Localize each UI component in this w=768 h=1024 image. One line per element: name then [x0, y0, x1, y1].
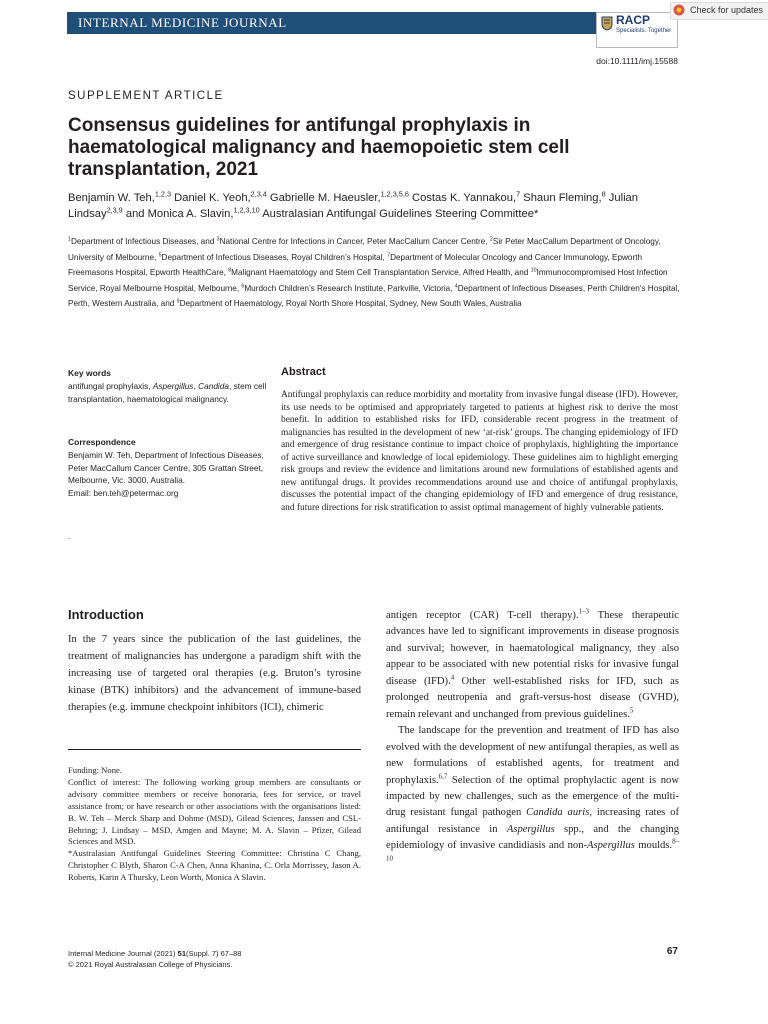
doi[interactable]: doi:10.1111/imj.15588	[596, 56, 678, 66]
abstract-heading: Abstract	[281, 366, 326, 378]
footer-citation	[68, 948, 241, 970]
affiliations: $^1$Department of Infectious Diseases, and $^3$National Centre for Infections in Cancer, Peter MacCallum Cancer Centre, $^2$Sir Peter MacCallum Department of Oncology, University of Melbourne, $^5$Department of Infectious Diseases, Royal Children’s Hospital, $^7$Department of Molecular Oncology and Cancer Immunology, Epworth Freemasons Hospital, Epworth HealthCare, $^8$Malignant Haematology and Stem Cell Transplantation Service, Alfred Health, and $^{10}$Immunocompromised Host Infection Service, Royal Melbourne Hospital, Melbourne, $^6$Murdoch Children’s Research Institute, Parkville, Victoria, $^4$Department of Infectious Diseases, Perth Children’s Hospital, Perth, Western Australia, and $^9$Department of Haematology, Royal North Shore Hospital, Sydney, New South Wales, Australia	[68, 236, 680, 309]
footer-volume: 51	[177, 949, 186, 958]
racp-seal-icon	[600, 15, 614, 31]
page-number: 67	[666, 946, 678, 957]
publisher-logo-subtext: Specialists. Together	[616, 28, 672, 34]
publisher-logo-text: RACP	[616, 13, 651, 27]
abstract-text: Antifungal prophylaxis can reduce morbidity and mortality from invasive fungal disease (IFD). However, its use needs to be optimised and appropriately targeted to patients at highest risk to derive the most benefit. In addition to established risks for IFD, considerable recent progress in the treatment of malignancies has resulted in the development of new ‘at-risk’ groups. The changing epidemiology of IFD and emergence of drug resistance continue to impact choice of prophylaxis, highlighting the importance of active surveillance and knowledge of local epidemiology. These guidelines aim to highlight emerging risk groups and review the evidence and limitations around new formulations of established agents and new antifungal drugs. It provides recommendations around use and choice of antifungal prophylaxis, discusses the potential impact of the changing epidemiology of IFD and emergence of drug resistance, and future directions for risk stratification to assist optimal management of highly vulnerable patients.	[281, 390, 678, 513]
keywords-heading: Key words	[68, 368, 111, 378]
footer-copyright: © 2021 Royal Australasian College of Physicians.	[68, 960, 233, 969]
footer-pages: (Suppl. 7) 67–88	[186, 949, 242, 958]
article-title: Consensus guidelines for antifungal prophylaxis in haematological malignancy and haemopoietic stem cell transplantation, 2021	[68, 115, 570, 180]
stray-mark: .	[68, 532, 71, 541]
footnotes	[68, 765, 361, 884]
intro-paragraph-2: The landscape for the prevention and treatment of IFD has also evolved with the development of new antifungal therapies, as well as new formulations of established agents, for treatment and prophylaxis.$^{6,7}$ Selection of the optimal prophylactic agent is now impacted by new challenges, such as the emergence of the multi-drug resistant fungal pathogen Candida auris, increasing rates of antifungal resistance in Aspergillus spp., and the changing epidemiology of invasive candidiasis and non-Aspergillus moulds.$^{8-10}$	[386, 725, 680, 863]
journal-name: INTERNAL MEDICINE JOURNAL	[78, 15, 287, 30]
author-list: Benjamin W. Teh,$^{1,2,3}$ Daniel K. Yeoh,$^{2,3,4}$ Gabrielle M. Haeusler,$^{1,2,3,5,6}$ Costas K. Yannakou,$^7$ Shaun Fleming,$^8$ Julian Lindsay$^{2,3,9}$ and Monica A. Slavin,$^{1,2,3,10}$ Australasian Antifungal Guidelines Steering Committee*	[68, 189, 638, 220]
introduction-continued	[386, 608, 679, 871]
article-type: SUPPLEMENT ARTICLE	[68, 90, 224, 102]
correspondence-email[interactable]: Email: ben.teh@petermac.org	[68, 487, 179, 498]
footnote-divider	[68, 749, 361, 750]
intro-paragraph-continued: antigen receptor (CAR) T-cell therapy).$^{1-3}$ These therapeutic advances have led to significant improvements in disease prognosis and survival; however, in haematological malignancy, they also appear to be associated with new potential risks for invasive fungal disease (IFD).$^4$ Other well-established risks for IFD, such as prolonged neutropenia and graft-versus-host disease (GVHD), remain relevant and unchanged from previous guidelines.$^5$	[386, 608, 680, 720]
introduction-heading: Introduction	[68, 607, 144, 622]
conflict-note: Conflict of interest: The following working group members are consultants or advisory committee members or receive honoraria, fees for service, or travel assistance from; or have research or other associations with the organisations listed: B. W. Teh – Merck Sharp and Dohme (MSD), Gilead Sciences, Janssen and CSL-Behring; J. Lindsay – MSD, Amgen and Mayne; M. A. Slavin – Pfizer, Gilead Sciences and MSD.	[68, 776, 361, 847]
committee-note: *Australasian Antifungal Guidelines Steering Committee: Christina C Chang, Christopher C Blyth, Sharon C-A Chen, Anna Khanina, C. Orla Morrissey, Jason A. Roberts, Karin A Thursky, Leon Worth, Monica A Slavin.	[68, 848, 361, 883]
correspondence	[68, 449, 268, 499]
check-updates-label[interactable]: Check for updates	[690, 5, 764, 15]
correspondence-address: Benjamin W. Teh, Department of Infectious Diseases, Peter MacCallum Cancer Centre, 305 Grattan Street, Melbourne, Vic. 3000, Australia.	[68, 450, 264, 486]
keywords: antifungal prophylaxis, Aspergillus, Candida, stem cell transplantation, haematological malignancy.	[68, 381, 267, 404]
introduction-paragraph: In the 7 years since the publication of the last guidelines, the treatment of malignancies has undergone a paradigm shift with the increasing use of targeted oral therapies (e.g. Bruton’s tyrosine kinase (BTK) inhibitors) and the advancement of immune-based therapies (e.g. immune checkpoint inhibitors (ICI), chimeric	[68, 634, 361, 714]
check-updates-icon	[673, 4, 685, 16]
funding-note: Funding: None.	[68, 765, 122, 775]
correspondence-heading: Correspondence	[68, 437, 136, 447]
footer-journal: Internal Medicine Journal (2021)	[68, 949, 178, 958]
